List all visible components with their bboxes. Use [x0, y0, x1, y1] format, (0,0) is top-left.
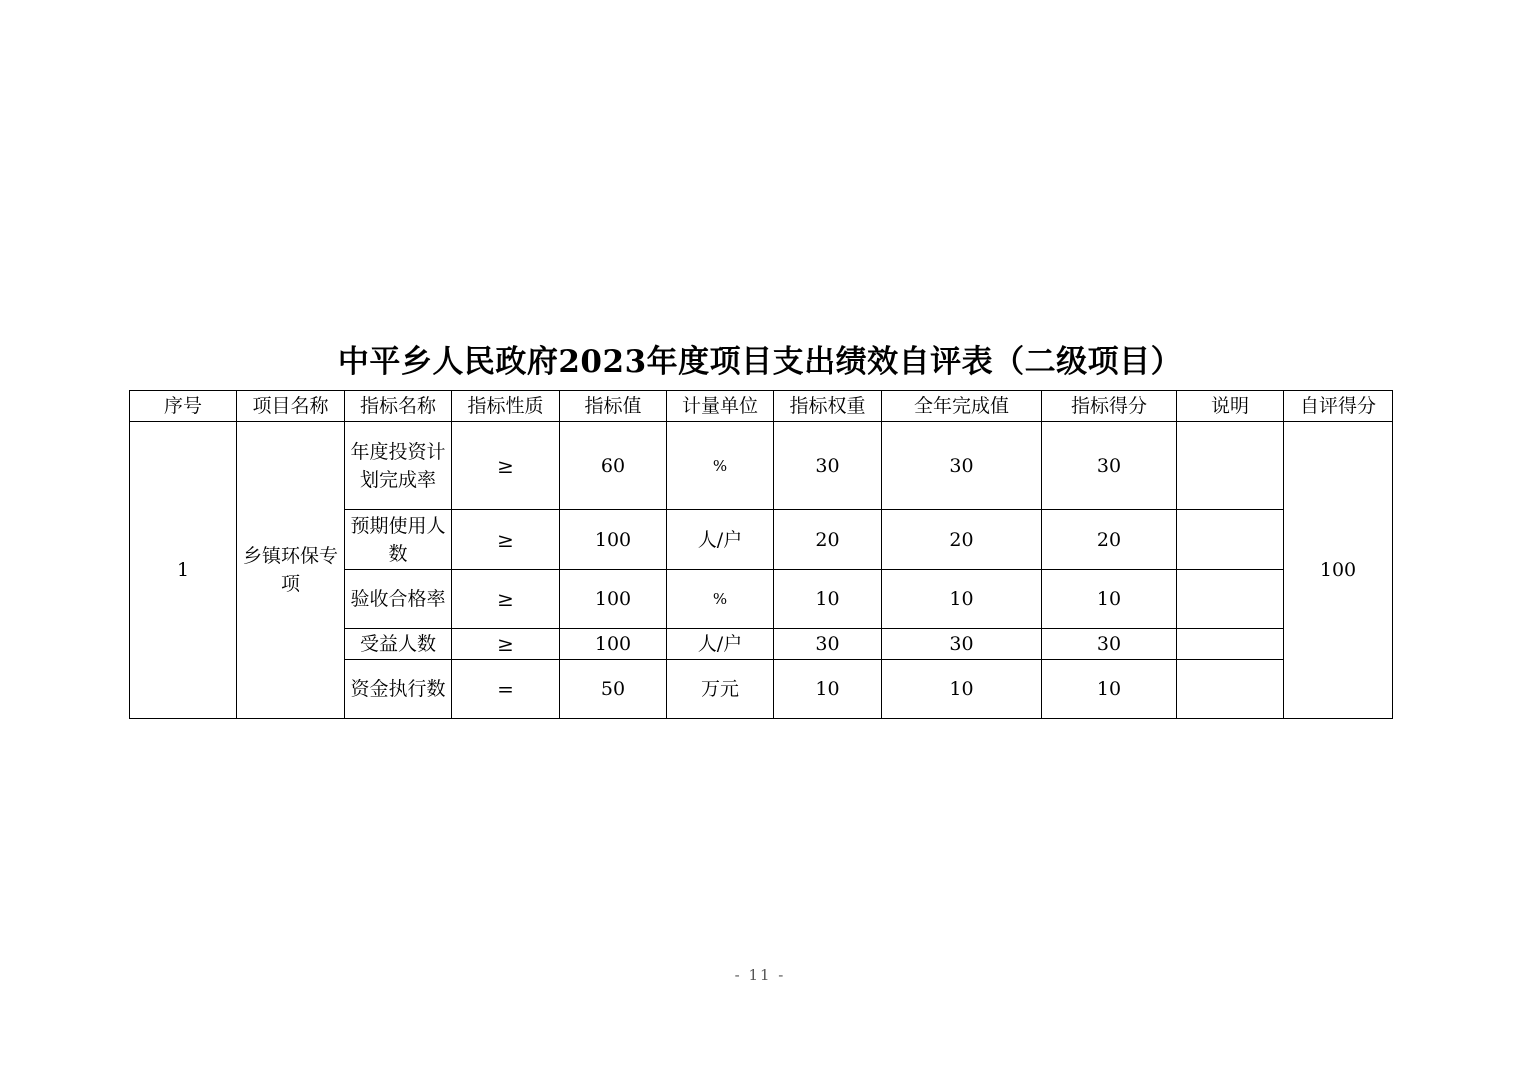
- header-unit: 计量单位: [667, 391, 774, 422]
- header-indicator-value: 指标值: [560, 391, 667, 422]
- indicator-value-cell: 100: [560, 570, 667, 629]
- unit-cell: %: [667, 570, 774, 629]
- unit-cell: 人/户: [667, 629, 774, 660]
- completion-cell: 10: [882, 570, 1042, 629]
- weight-cell: 30: [774, 629, 882, 660]
- indicator-value-cell: 60: [560, 422, 667, 510]
- weight-cell: 30: [774, 422, 882, 510]
- note-cell: [1177, 422, 1284, 510]
- indicator-nature-cell: ≥: [452, 510, 560, 570]
- indicator-nature-cell: =: [452, 660, 560, 719]
- note-cell: [1177, 629, 1284, 660]
- header-project-name: 项目名称: [237, 391, 345, 422]
- indicator-nature-cell: ≥: [452, 422, 560, 510]
- indicator-nature-cell: ≥: [452, 629, 560, 660]
- indicator-name-cell: 预期使用人数: [345, 510, 452, 570]
- weight-cell: 10: [774, 660, 882, 719]
- score-cell: 10: [1042, 570, 1177, 629]
- performance-table: [129, 390, 1393, 719]
- self-score-cell: 100: [1284, 422, 1393, 719]
- seq-cell: 1: [130, 422, 237, 719]
- score-cell: 20: [1042, 510, 1177, 570]
- score-cell: 30: [1042, 629, 1177, 660]
- indicator-value-cell: 100: [560, 629, 667, 660]
- header-weight: 指标权重: [774, 391, 882, 422]
- header-row: [130, 391, 1393, 422]
- completion-cell: 30: [882, 629, 1042, 660]
- header-indicator-nature: 指标性质: [452, 391, 560, 422]
- indicator-name-cell: 受益人数: [345, 629, 452, 660]
- project-name-cell: 乡镇环保专项: [237, 422, 345, 719]
- unit-cell: %: [667, 422, 774, 510]
- note-cell: [1177, 570, 1284, 629]
- page-title: 中平乡人民政府2023年度项目支出绩效自评表（二级项目）: [337, 344, 1183, 380]
- header-indicator-name: 指标名称: [345, 391, 452, 422]
- completion-cell: 20: [882, 510, 1042, 570]
- header-note: 说明: [1177, 391, 1284, 422]
- page-number: - 11 -: [734, 966, 786, 984]
- indicator-value-cell: 50: [560, 660, 667, 719]
- weight-cell: 20: [774, 510, 882, 570]
- indicator-name-cell: 年度投资计划完成率: [345, 422, 452, 510]
- table-row: [130, 422, 1393, 510]
- indicator-name-cell: 资金执行数: [345, 660, 452, 719]
- header-annual-completion: 全年完成值: [882, 391, 1042, 422]
- note-cell: [1177, 510, 1284, 570]
- score-cell: 30: [1042, 422, 1177, 510]
- header-self-score: 自评得分: [1284, 391, 1393, 422]
- unit-cell: 人/户: [667, 510, 774, 570]
- weight-cell: 10: [774, 570, 882, 629]
- note-cell: [1177, 660, 1284, 719]
- indicator-value-cell: 100: [560, 510, 667, 570]
- indicator-nature-cell: ≥: [452, 570, 560, 629]
- header-seq: 序号: [130, 391, 237, 422]
- completion-cell: 30: [882, 422, 1042, 510]
- indicator-name-cell: 验收合格率: [345, 570, 452, 629]
- unit-cell: 万元: [667, 660, 774, 719]
- header-indicator-score: 指标得分: [1042, 391, 1177, 422]
- completion-cell: 10: [882, 660, 1042, 719]
- score-cell: 10: [1042, 660, 1177, 719]
